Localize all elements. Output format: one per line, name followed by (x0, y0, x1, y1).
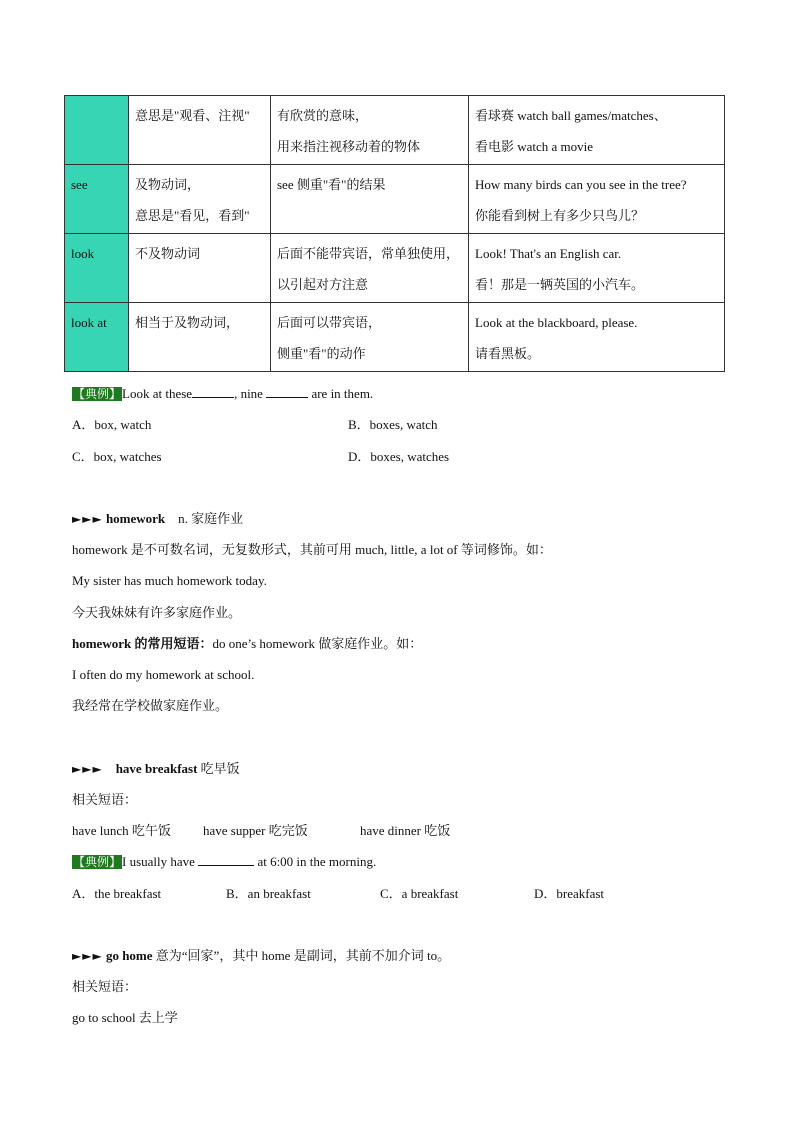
cell-text-line: 意思是"看见，看到" (135, 208, 250, 223)
example-cell (469, 303, 725, 372)
example-sentence: I often do my homework at school. (72, 667, 255, 682)
example-tag: 【典例】 (73, 387, 122, 401)
word-cell (65, 96, 129, 165)
note-cell (271, 234, 469, 303)
table-row (65, 96, 725, 165)
example-tag: 【典例】 (73, 855, 122, 869)
arrow-icon: ►►► (72, 512, 103, 526)
cell-text-line: 有欣赏的意味， (277, 108, 369, 123)
table-row (65, 303, 725, 372)
example-cell (469, 165, 725, 234)
example-translation: 我经常在学校做家庭作业。 (72, 698, 229, 713)
cell-text-line: 后面可以带宾语， (277, 315, 382, 330)
answer-blank[interactable] (198, 853, 254, 866)
cell-text-line: 请看黑板。 (475, 346, 541, 361)
related-label: 相关短语： (72, 979, 138, 994)
answer-blank[interactable] (266, 385, 308, 398)
homework-heading: ►►► homework n. 家庭作业 (72, 511, 244, 526)
usage-cell (129, 165, 271, 234)
usage-cell (129, 234, 271, 303)
cell-text-line: 后面不能带宾语，常单独使用， (277, 246, 460, 261)
example-cell (469, 96, 725, 165)
example-translation: 今天我妹妹有许多家庭作业。 (72, 605, 242, 620)
cell-text-line: 相当于及物动词， (135, 315, 240, 330)
example2-question: 【典例】I usually have at 6:00 in the morning. (73, 854, 377, 869)
option-c[interactable]: C．box, watches (72, 449, 162, 464)
usage-cell (129, 96, 271, 165)
heading-word: go home (105, 948, 153, 963)
cell-text-line: 看电影 watch a movie (475, 139, 594, 154)
cell-text-line: 不及物动词 (135, 246, 201, 261)
option-a[interactable]: A．the breakfast (72, 886, 162, 901)
gohome-heading: ►►► go home 意为“回家”，其中 home 是副词，其前不加介词 to。 (72, 948, 451, 963)
cell-text-line: 侧重"看"的动作 (277, 346, 366, 361)
cell-text-line: 意思是"观看、注视" (135, 108, 250, 123)
answer-blank[interactable] (192, 385, 234, 398)
note-cell (271, 96, 469, 165)
word-cell: see (65, 165, 129, 234)
cell-text-line: 用来指注视移动着的物体 (277, 139, 421, 154)
option-a[interactable]: A．box, watch (72, 417, 152, 432)
phrase-note: homework 的常用短语：do one’s homework 做家庭作业。如： (72, 636, 423, 651)
cell-text-line: see 侧重"看"的结果 (277, 177, 386, 192)
word-cell: look at (65, 303, 129, 372)
example-sentence: My sister has much homework today. (72, 573, 267, 588)
cell-text-line: 看球赛 watch ball games/matches、 (475, 108, 667, 123)
cell-text-line: 以引起对方注意 (277, 277, 369, 292)
example-cell (469, 234, 725, 303)
usage-cell (129, 303, 271, 372)
cell-text-line: 及物动词， (135, 177, 201, 192)
cell-text-line: How many birds can you see in the tree? (475, 177, 687, 192)
option-d[interactable]: D．boxes, watches (348, 449, 450, 464)
cell-text-line: Look at the blackboard, please. (475, 315, 638, 330)
phrase-item: have dinner 吃饭 (360, 823, 451, 838)
option-b[interactable]: B．an breakfast (226, 886, 311, 901)
cell-text-line: Look! That's an English car. (475, 246, 622, 261)
vocab-comparison-table (64, 95, 725, 372)
phrase-item: go to school 去上学 (72, 1010, 178, 1025)
cell-text-line: 看！那是一辆英国的小汽车。 (475, 277, 645, 292)
phrase-item: have supper 吃完饭 (203, 823, 308, 838)
option-d[interactable]: D．breakfast (534, 886, 605, 901)
option-b[interactable]: B．boxes, watch (348, 417, 438, 432)
word-cell: look (65, 234, 129, 303)
related-label: 相关短语： (72, 792, 138, 807)
option-c[interactable]: C．a breakfast (380, 886, 459, 901)
heading-word: homework (105, 511, 166, 526)
note-cell (271, 303, 469, 372)
phrase-item: have lunch 吃午饭 (72, 823, 171, 838)
note-cell (271, 165, 469, 234)
arrow-icon: ►►► (72, 949, 103, 963)
breakfast-heading: ►►► have breakfast 吃早饭 (72, 761, 240, 776)
cell-text-line: 你能看到树上有多少只鸟儿？ (475, 208, 645, 223)
heading-word: have breakfast (115, 761, 198, 776)
example1-question: 【典例】Look at these , nine are in them. (73, 386, 374, 401)
arrow-icon: ►►► (72, 762, 103, 776)
paragraph: homework 是不可数名词，无复数形式，其前可用 much, little, a lot of 等词修饰。如： (72, 542, 552, 557)
table-row (65, 165, 725, 234)
table-row (65, 234, 725, 303)
